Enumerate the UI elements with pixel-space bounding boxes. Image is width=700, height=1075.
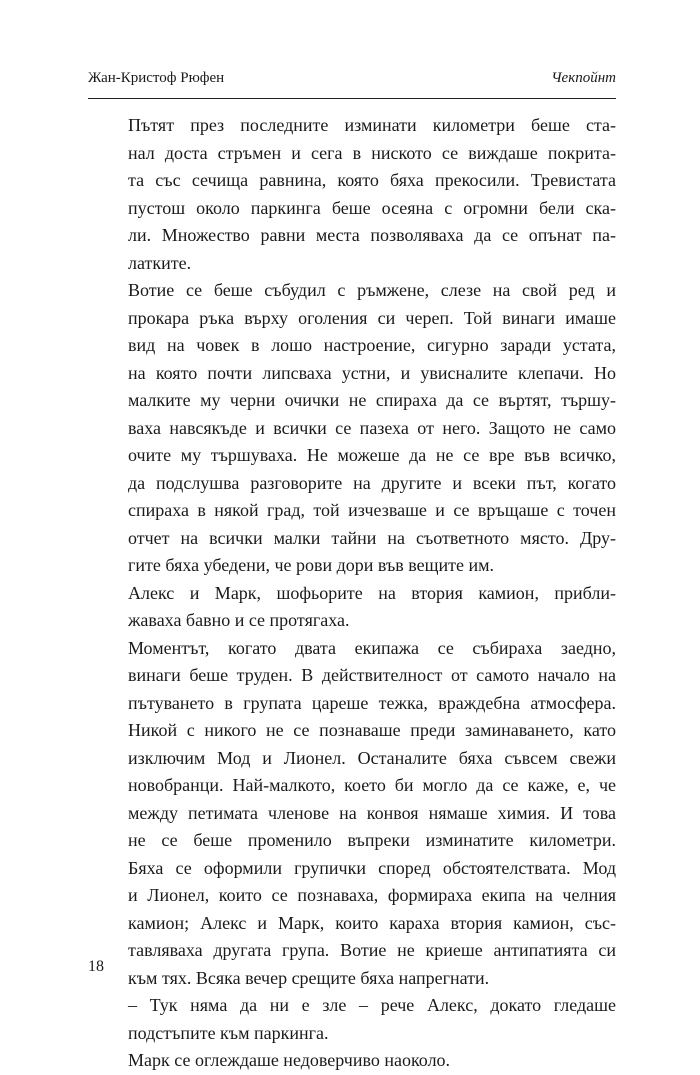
text-line: ли. Множество равни места позволяваха да се опънат па-: [128, 225, 616, 245]
text-line: новобранци. Най-малкото, което би могло да се каже, е, че: [128, 775, 616, 795]
text-line: Моментът, когато двата екипажа се събираха заедно,: [128, 637, 616, 658]
text-line: Марк се оглеждаше недоверчиво наоколо.: [128, 1050, 451, 1070]
text-line: прокара ръка върху оголения си череп. Той винаги имаше: [128, 307, 616, 328]
text-line: Вотие се беше събудил с ръмжене, слезе на свой ред и: [128, 280, 616, 300]
text-line: Никой с никого не се познаваше преди заминаването, като: [128, 720, 616, 740]
text-line: гите бяха убедени, че рови дори във вещите им.: [128, 555, 495, 575]
paragraph: [88, 580, 616, 635]
text-line: очите му тършуваха. Не можеше да не се вре във всичко,: [128, 445, 616, 465]
text-line: малките му черни очички не спираха да се въртят, тършу-: [128, 390, 616, 410]
text-line: винаги беше труден. В действителност от самото начало на: [128, 665, 616, 685]
paragraph: [88, 992, 616, 1047]
text-line: латките.: [128, 252, 192, 273]
paragraph: [88, 635, 616, 993]
header-author: Жан-Кристоф Рюфен: [88, 70, 225, 86]
text-line: пустош около паркинга беше осеяна с огромни бели ска-: [128, 197, 616, 218]
page-number: 18: [88, 958, 104, 975]
text-line: изключим Мод и Лионел. Останалите бяха съвсем свежи: [128, 747, 616, 768]
header-book-title: Чекпойнт: [551, 70, 616, 86]
text-line: – Тук няма да ни е зле – рече Алекс, докато гледаше: [128, 995, 616, 1015]
header-rule: [88, 98, 616, 99]
text-line: Алекс и Марк, шофьорите на втория камион, прибли-: [128, 582, 616, 603]
paragraph: [88, 112, 616, 277]
text-line: жаваха бавно и се протягаха.: [128, 610, 350, 630]
text-line: между петимата членове на конвоя нямаше химия. И това: [128, 802, 616, 823]
text-line: към тях. Всяка вечер срещите бяха напрегнати.: [128, 967, 490, 988]
text-line: да подслушва разговорите на другите и всеки път, когато: [128, 472, 616, 493]
text-line: нал доста стръмен и сега в ниското се виждаше покрита-: [128, 142, 616, 163]
text-line: ваха навсякъде и всички се пазеха от него. Защото не само: [128, 417, 616, 438]
text-line: та със сечища равнина, която бяха прекосили. Тревистата: [128, 170, 616, 190]
text-line: Бяха се оформили групички според обстоятелствата. Мод: [128, 857, 616, 878]
text-line: не се беше променило въпреки изминатите километри.: [128, 830, 616, 850]
body-text: [88, 112, 616, 1075]
text-line: пътуването в групата цареше тежка, враждебна атмосфера.: [128, 692, 616, 713]
running-head: [88, 70, 616, 92]
text-line: отчет на всички малки тайни на съответното място. Дру-: [128, 527, 616, 548]
paragraph: [88, 277, 616, 580]
text-line: тавляваха другата група. Вотие не криеше антипатията си: [128, 940, 616, 960]
text-line: на която почти липсваха устни, и увисналите клепачи. Но: [128, 362, 616, 383]
text-line: камион; Алекс и Марк, които караха втория камион, със-: [128, 912, 616, 933]
text-line: подстъпите към паркинга.: [128, 1022, 329, 1043]
text-line: спираха в някой град, той изчезваше и се връщаше с точен: [128, 500, 616, 520]
paragraph: [88, 1047, 616, 1075]
text-line: Пътят през последните изминати километри беше ста-: [128, 115, 616, 135]
text-line: и Лионел, които се познаваха, формираха екипа на челния: [128, 885, 616, 905]
text-line: вид на човек в лошо настроение, сигурно заради устата,: [128, 335, 616, 355]
